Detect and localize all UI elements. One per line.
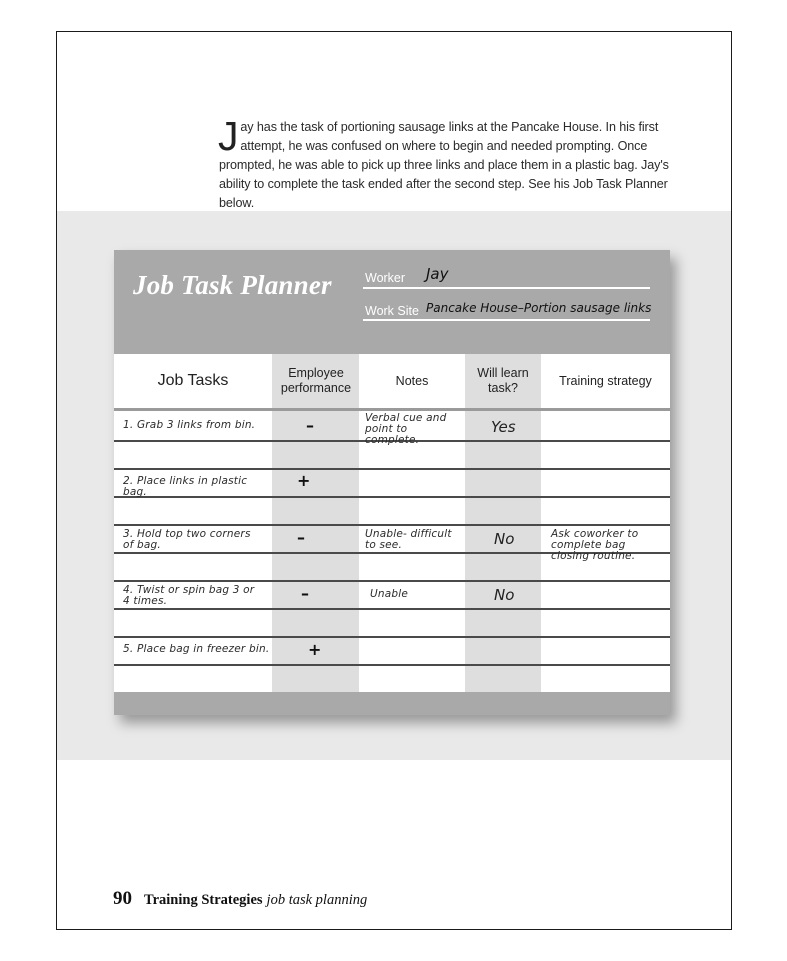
row-2-task: 2. Place links in plastic bag. (123, 475, 248, 498)
header-notes: Notes (395, 374, 429, 388)
row-divider (114, 580, 670, 582)
page-footer (113, 888, 367, 910)
page-number: 90 (113, 888, 132, 909)
header-separator (114, 408, 670, 411)
intro-text: ay has the task of portioning sausage links at the Pancake House. In his first attempt, he was confused on where to begin and needed prompting. Once prompted, he was able to pick up three links and place them in a plastic bag. Jay's ability to complete the task ended after the second step. See his Job Task Planner below. (219, 120, 669, 210)
row-3-strategy: Ask coworker to complete bag closing routine. (551, 528, 639, 562)
header-will-learn: Will learn task? (477, 366, 529, 395)
planner-title: Job Task Planner (133, 270, 332, 300)
row-2-performance: + (297, 471, 311, 490)
job-task-planner (114, 250, 670, 715)
row-5-task: 5. Place bag in freezer bin. (123, 643, 270, 655)
row-1-notes: Verbal cue and point to complete. (365, 412, 447, 446)
row-4-task: 4. Twist or spin bag 3 or 4 times. (123, 584, 255, 607)
row-4-performance: – (301, 584, 309, 603)
site-line (363, 319, 650, 321)
row-divider (114, 468, 670, 470)
worker-label: Worker (365, 271, 406, 285)
row-3-will-learn: No (494, 530, 515, 548)
row-1-task: 1. Grab 3 links from bin. (123, 419, 256, 431)
task-table (114, 354, 670, 692)
row-1-will-learn: Yes (491, 418, 516, 436)
row-1-performance: – (306, 416, 314, 435)
row-3-task: 3. Hold top two corners of bag. (123, 528, 251, 551)
intro-paragraph (218, 113, 679, 213)
worker-value: Jay (426, 265, 449, 283)
worker-line (363, 287, 650, 289)
row-divider (114, 664, 670, 666)
row-divider (114, 636, 670, 638)
footer-subsection: job task planning (266, 892, 368, 908)
header-job-tasks: Job Tasks (157, 372, 229, 389)
row-3-performance: – (297, 528, 305, 547)
header-performance: Employee performance (280, 366, 352, 395)
row-5-performance: + (308, 640, 322, 659)
row-4-notes: Unable (370, 588, 409, 600)
footer-section: Training Strategies (144, 892, 263, 908)
row-divider (114, 608, 670, 610)
site-label: Work Site (365, 304, 419, 318)
site-value: Pancake House–Portion sausage links (426, 301, 652, 315)
row-3-notes: Unable- difficult to see. (365, 528, 452, 551)
row-4-will-learn: No (494, 586, 515, 604)
header-strategy: Training strategy (559, 374, 652, 388)
row-divider (114, 524, 670, 526)
drop-cap: J (218, 113, 239, 159)
